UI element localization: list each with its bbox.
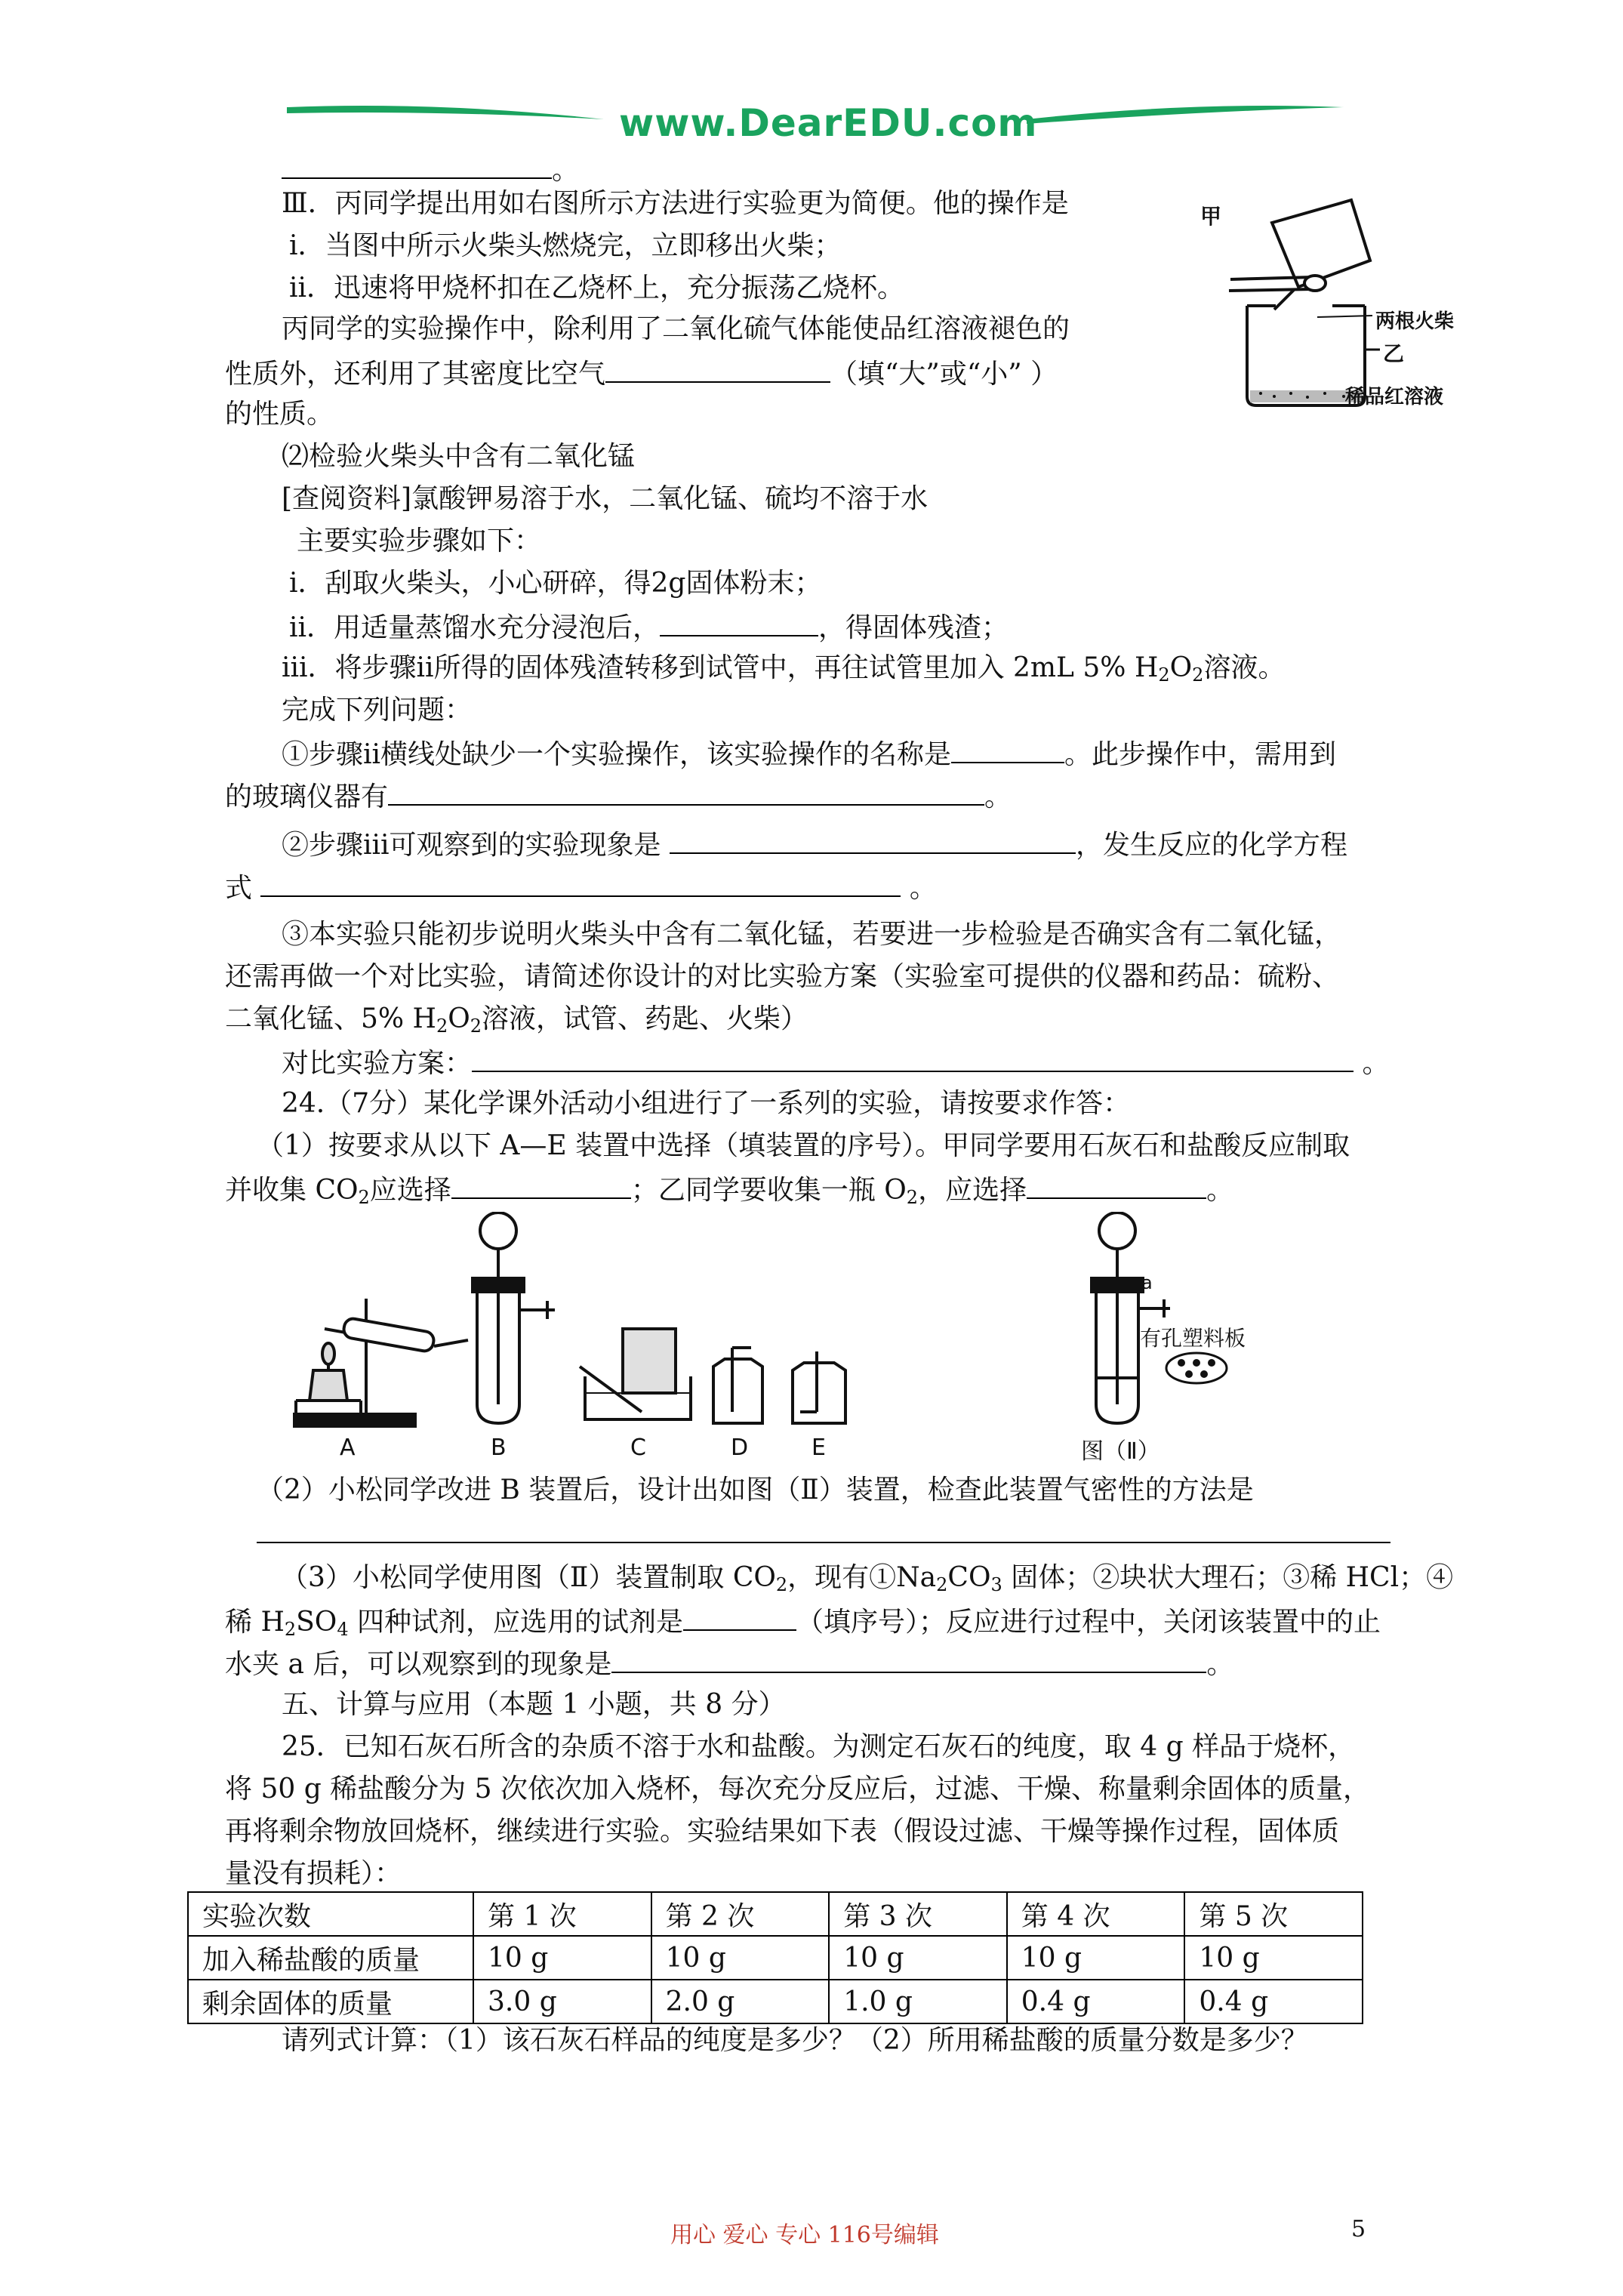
figure-label-jia: 甲 <box>1200 204 1222 229</box>
table-cell: 0.4 g <box>1007 1980 1185 2023</box>
answer-blank[interactable] <box>451 1167 631 1199</box>
text-line: ②步骤ⅲ可观察到的实验现象是 ，发生反应的化学方程 <box>282 822 1347 867</box>
table-cell: 剩余固体的质量 <box>188 1980 473 2023</box>
page-number: 5 <box>1351 2216 1366 2242</box>
text-line: ①步骤ⅱ横线处缺少一个实验操作，该实验操作的名称是 。此步操作中，需用到 <box>282 732 1336 776</box>
table-cell: 0.4 g <box>1184 1980 1363 2023</box>
text-line: 的玻璃仪器有 。 <box>225 774 1012 818</box>
text-line <box>257 1512 1390 1556</box>
table-row <box>188 1936 1363 1980</box>
table-cell: 第 1 次 <box>473 1892 651 1936</box>
apparatus-label-b: B <box>491 1435 507 1461</box>
answer-blank[interactable] <box>1027 1167 1206 1199</box>
table-cell: 实验次数 <box>188 1892 473 1936</box>
site-title[interactable]: www.DearEDU.com <box>619 101 1038 145</box>
text-line: 量没有损耗）： <box>225 1858 402 1889</box>
text-line: 再将剩余物放回烧杯，继续进行实验。实验结果如下表（假设过滤、干燥等操作过程，固体质 <box>225 1816 1340 1847</box>
text-line: 主要实验步骤如下： <box>297 525 542 556</box>
text-line: （1）按要求从以下 A—E 装置中选择（填装置的序号）。甲同学要用石灰石和盐酸反应制取 <box>257 1130 1350 1161</box>
text-line: ⑵检验火柴头中含有二氧化锰 <box>282 441 636 472</box>
figure-ii-clamp-label: a <box>1141 1272 1153 1293</box>
text-line: [查阅资料]氯酸钾易溶于水，二氧化锰、硫均不溶于水 <box>282 483 929 514</box>
figure-label-solution: 稀品红溶液 <box>1345 386 1444 408</box>
answer-blank[interactable] <box>472 1040 1354 1072</box>
footer-text: 用心 爱心 专心 116号编辑 <box>670 2222 939 2248</box>
table-row <box>188 1892 1363 1936</box>
answer-blank[interactable] <box>670 822 1076 854</box>
table-cell: 10 g <box>1184 1936 1363 1980</box>
text-line: （2）小松同学改进 B 装置后，设计出如图（Ⅱ）装置，检查此装置气密性的方法是 <box>257 1475 1254 1505</box>
answer-blank[interactable] <box>257 1512 1390 1543</box>
table-cell: 加入稀盐酸的质量 <box>188 1936 473 1980</box>
table-cell: 10 g <box>473 1936 651 1980</box>
text-line: 请列式计算：（1）该石灰石样品的纯度是多少？（2）所用稀盐酸的质量分数是多少？ <box>282 2025 1308 2056</box>
figure-ii-label: 图（Ⅱ） <box>1081 1438 1160 1465</box>
table-cell: 10 g <box>829 1936 1007 1980</box>
answer-blank[interactable] <box>611 1641 1206 1673</box>
text-line: （3）小松同学使用图（Ⅱ）装置制取 $CO_2$，现有$①Na_2CO_3$ 固体；②块状大理石；③稀 HCl；④ <box>281 1562 1454 1595</box>
results-table <box>187 1891 1363 2024</box>
figure-beakers-matches <box>1185 193 1455 419</box>
answer-blank[interactable] <box>660 605 818 636</box>
table-cell: 第 4 次 <box>1007 1892 1185 1936</box>
figure-label-matches: 两根火柴 <box>1375 310 1455 333</box>
table-cell: 2.0 g <box>651 1980 830 2023</box>
table-cell: 3.0 g <box>473 1980 651 2023</box>
text-line: 。 <box>282 147 579 192</box>
table-row <box>188 1980 1363 2023</box>
question-24: 24.（7分）某化学课外活动小组进行了一系列的实验，请按要求作答： <box>282 1088 1131 1119</box>
text-line: ⅲ．将步骤ⅱ所得的固体残渣转移到试管中，再往试管里加入 2mL 5% $H_2O_2$溶液。 <box>282 652 1286 686</box>
text-line: ③本实验只能初步说明火柴头中含有二氧化锰，若要进一步检验是否确实含有二氧化锰， <box>282 919 1342 950</box>
text-line: 式 。 <box>225 865 937 910</box>
header-banner <box>287 98 1344 151</box>
apparatus-label-c: C <box>630 1435 646 1461</box>
text-line: 并收集 $CO_2$应选择 ；乙同学要收集一瓶 $O_2$，应选择 。 <box>225 1167 1233 1212</box>
table-cell: 第 2 次 <box>651 1892 830 1936</box>
figure-apparatus <box>279 1212 1321 1465</box>
figure-ii-board-label: 有孔塑料板 <box>1140 1326 1246 1351</box>
answer-blank[interactable] <box>388 774 984 806</box>
figure-label-yi: 乙 <box>1383 341 1405 366</box>
apparatus-label-d: D <box>731 1435 749 1461</box>
apparatus-label-e: E <box>812 1435 826 1461</box>
text-line: 还需再做一个对比实验，请简述你设计的对比实验方案（实验室可提供的仪器和药品：硫粉、 <box>225 961 1340 992</box>
text-line: 对比实验方案： 。 <box>282 1040 1389 1085</box>
table-cell: 第 5 次 <box>1184 1892 1363 1936</box>
text-line: ⅰ．当图中所示火柴头燃烧完，立即移出火柴； <box>289 230 842 261</box>
answer-blank[interactable] <box>951 732 1064 763</box>
text-line: Ⅲ．丙同学提出用如右图所示方法进行实验更为简便。他的操作是 <box>282 188 1069 219</box>
table-cell: 10 g <box>1007 1936 1185 1980</box>
text-line: 稀 $H_2SO_4$ 四种试剂，应选用的试剂是 （填序号）；反应进行过程中，关闭该装置中的止 <box>225 1599 1381 1644</box>
text-line: 水夹 a 后，可以观察到的现象是 。 <box>225 1641 1233 1686</box>
table-cell: 10 g <box>651 1936 830 1980</box>
answer-blank[interactable] <box>605 351 830 383</box>
answer-blank[interactable] <box>683 1599 796 1631</box>
text-line: 性质外，还利用了其密度比空气 （填“大”或“小” ） <box>225 351 1058 396</box>
apparatus-label-a: A <box>340 1435 356 1461</box>
text-line: 二氧化锰、5% $H_2O_2$溶液，试管、药匙、火柴） <box>225 1003 808 1037</box>
text-line: 的性质。 <box>225 399 334 430</box>
table-cell: 第 3 次 <box>829 1892 1007 1936</box>
section-heading: 五、计算与应用（本题 1 小题，共 8 分） <box>282 1689 786 1720</box>
answer-blank[interactable] <box>260 865 901 897</box>
text-line: ⅱ．迅速将甲烧杯扣在乙烧杯上，充分振荡乙烧杯。 <box>289 273 905 304</box>
text-line: 丙同学的实验操作中，除利用了二氧化硫气体能使品红溶液褪色的 <box>282 313 1070 344</box>
text-line: ⅰ．刮取火柴头，小心研碎，得2g固体粉末； <box>289 568 822 599</box>
text-line: 将 50 g 稀盐酸分为 5 次依次加入烧杯，每次充分反应后，过滤、干燥、称量剩余固体的质量， <box>225 1774 1370 1804</box>
text-line: ⅱ．用适量蒸馏水充分浸泡后， ，得固体残渣； <box>289 605 1009 649</box>
question-25: 25．已知石灰石所含的杂质不溶于水和盐酸。为测定石灰石的纯度，取 4 g 样品于烧杯， <box>282 1731 1356 1762</box>
answer-blank[interactable] <box>282 147 552 179</box>
table-cell: 1.0 g <box>829 1980 1007 2023</box>
text-line: 完成下列问题： <box>282 695 473 726</box>
